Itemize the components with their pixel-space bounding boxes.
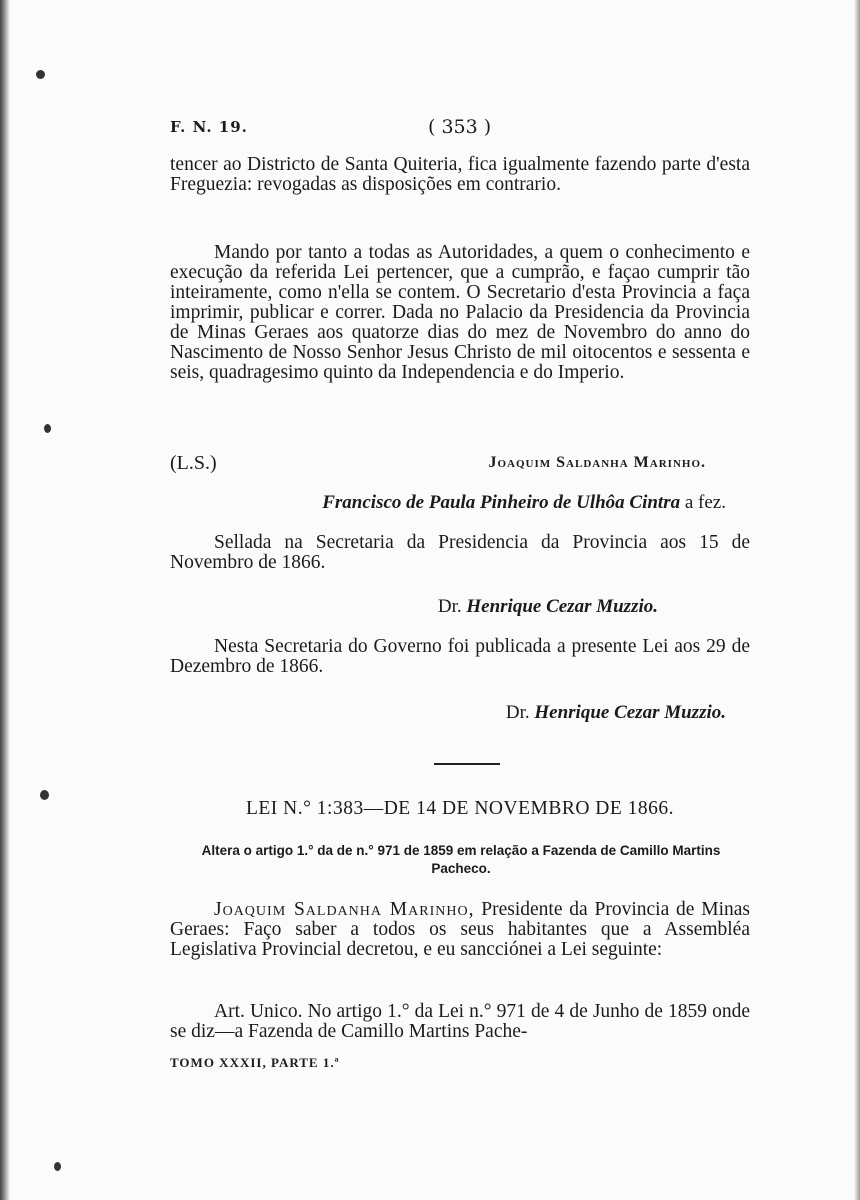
law-summary: Altera o artigo 1.° da de n.° 971 de 1859 em relação a Fazenda de Camillo Martins Pacheco. xyxy=(201,843,721,876)
official-name: Henrique Cezar Muzzio. xyxy=(466,596,658,617)
sealed-note: Sellada na Secretaria da Presidencia da Provincia aos 15 de Novembro de 1866. xyxy=(170,532,750,573)
official-title: Dr. xyxy=(505,702,530,723)
official-signature-2 xyxy=(170,702,726,724)
paragraph-continuation: tencer ao Districto de Santa Quiteria, fica igualmente fazendo parte d'esta Freguezia: revogadas as disposições em contrario. xyxy=(170,154,750,195)
signatory-name: Joaquim Saldanha Marinho. xyxy=(488,454,706,471)
official-name: Henrique Cezar Muzzio. xyxy=(534,702,726,723)
drafted-suffix: a fez. xyxy=(684,492,726,513)
scan-shadow-right xyxy=(854,0,860,1200)
scan-speck xyxy=(40,790,49,800)
publication-note: Nesta Secretaria do Governo foi publicada a presente Lei aos 29 de Dezembro de 1866. xyxy=(170,636,750,677)
drafter-name: Francisco de Paula Pinheiro de Ulhôa Cintra xyxy=(322,492,681,513)
official-title: Dr. xyxy=(437,596,462,617)
scan-speck xyxy=(54,1162,61,1171)
seal-mark: (L.S.) xyxy=(170,452,217,474)
president-name: Joaquim Saldanha Marinho, xyxy=(214,899,475,920)
official-signature-1 xyxy=(170,596,658,618)
section-marker: F. N. 19. xyxy=(170,118,248,136)
article-paragraph: Art. Unico. No artigo 1.° da Lei n.° 971 de 4 de Junho de 1859 onde se diz—a Fazenda de Camillo Martins Pache- xyxy=(170,1001,750,1042)
scan-shadow-left xyxy=(0,0,10,1200)
paragraph-mando: Mando por tanto a todas as Autoridades, a quem o conhecimento e execução da referida Lei pertencer, que a cumprão, e façao cumprir tão inteiramente, como n'ella se contem. O Secretario d'esta Provincia a faça imprimir, publicar e correr. Dada no Palacio da Presidencia da Provincia de Minas Geraes aos quatorze dias do mez de Novembro do anno do Nascimento de Nosso Senhor Jesus Christo de mil oitocentos e sessenta e seis, quadragesimo quinto da Independencia e do Imperio. xyxy=(170,242,750,383)
intro-text: Presidente da Provincia de Minas Geraes: Faço saber a todos os seus habitantes que a Assembléa Legislativa Provincial decretou, e eu sancciónei a Lei seguinte: xyxy=(170,899,750,960)
volume-footer: TOMO XXXII, PARTE 1.ª xyxy=(170,1055,340,1070)
scan-speck xyxy=(44,424,51,433)
section-divider xyxy=(434,763,500,765)
seal-signature-row xyxy=(170,452,750,476)
page-header xyxy=(170,118,750,142)
page-number: ( 353 ) xyxy=(428,116,492,138)
scan-speck xyxy=(36,70,45,79)
law-intro-paragraph xyxy=(170,900,750,960)
drafted-by-line xyxy=(170,492,726,514)
law-title: LEI N.° 1:383—DE 14 DE NOVEMBRO DE 1866. xyxy=(245,798,675,819)
